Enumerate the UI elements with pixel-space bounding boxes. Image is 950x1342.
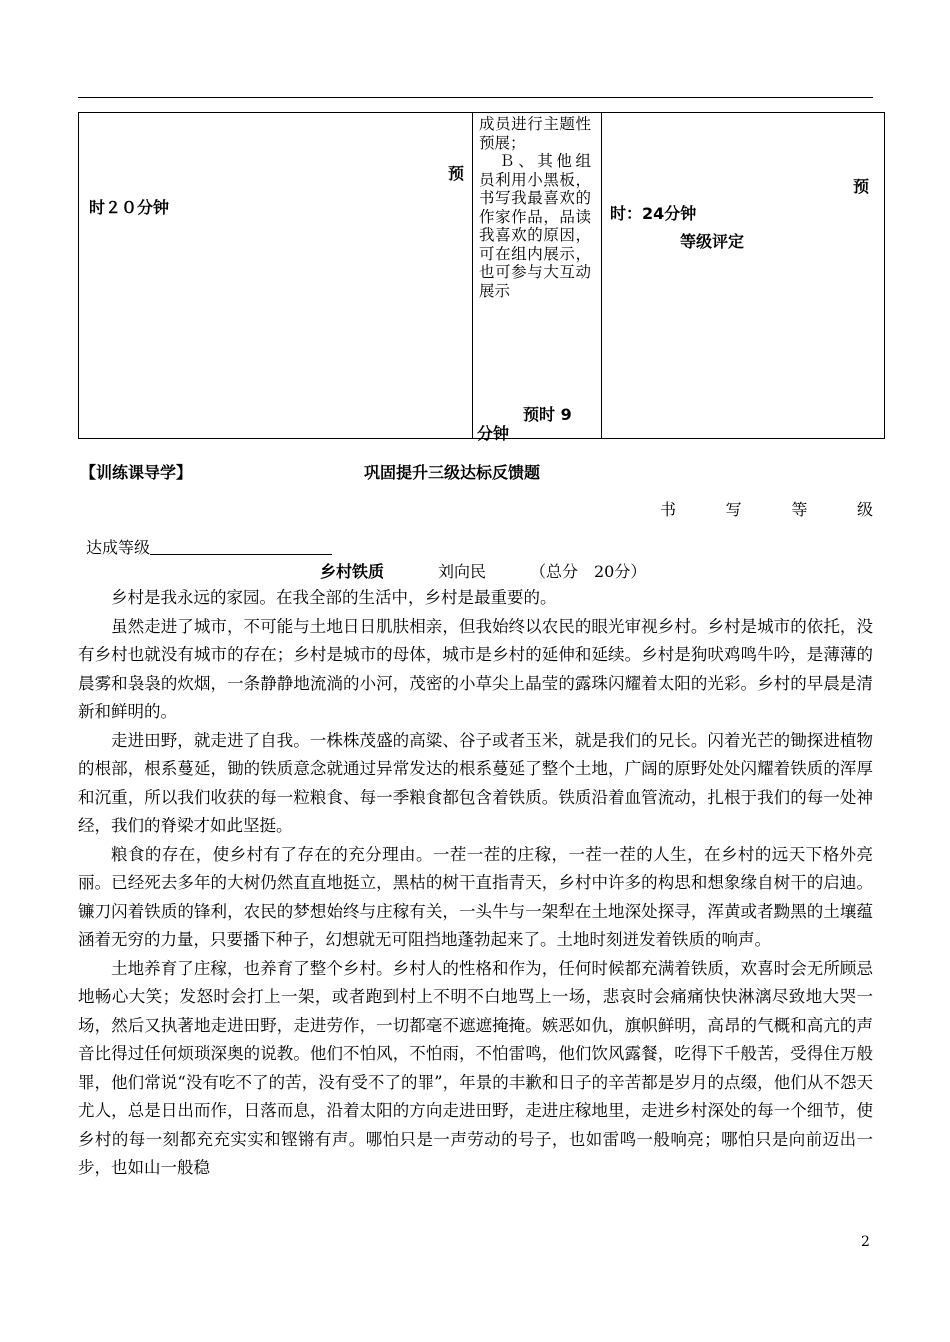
cell-preview-char: 预: [448, 164, 465, 183]
eval-preview-char: 预: [853, 177, 870, 196]
activity-line: Ｂ、其他组员利用小黑板，书写我最喜欢的作家作品，品读我喜欢的原因，可在组内展示，也可参与大互动展示: [479, 152, 591, 300]
article-paragraph: 走进田野，就走进了自我。一株株茂盛的高粱、谷子或者玉米，就是我们的兄长。闪着光芒的锄探进植物的根部，根系蔓延，锄的铁质意念就通过异常发达的根系蔓延了整个土地，广阔的原野处处闪耀着铁质的浑厚和沉重，所以我们收获的每一粒粮食、每一季粮食都包含着铁质。铁质沿着血管流动，扎根于我们的每一处神经，我们的脊梁才如此坚挺。: [78, 730, 873, 835]
section-title: 巩固提升三级达标反馈题: [364, 463, 541, 482]
article-paragraph: 乡村是我永远的家园。在我全部的生活中，乡村是最重要的。: [111, 588, 557, 607]
article-paragraph: 虽然走进了城市，不可能与土地日日肌肤相亲，但我始终以农民的眼光审视乡村。乡村是城市的依托，没有乡村也就没有城市的存在；乡村是城市的母体，城市是乡村的延伸和延续。乡村是狗吠鸡鸣牛吟，是薄薄的晨雾和袅袅的炊烟，一条静静地流淌的小河，茂密的小草尖上晶莹的露珠闪耀着太阳的光彩。乡村的早晨是清新和鲜明的。: [78, 616, 873, 721]
article-score: （总分 20分）: [530, 562, 647, 581]
cell-time-text: 时２０分钟: [89, 198, 170, 217]
writing-grade-row: [660, 497, 873, 520]
activity-text: [479, 115, 591, 300]
grade-char: 书: [660, 500, 677, 519]
article-author: 刘向民: [438, 562, 487, 581]
article-title: 乡村铁质: [320, 562, 385, 581]
article-paragraph: 土地养育了庄稼，也养育了整个乡村。乡村人的性格和作为，任何时候都充满着铁质，欢喜时会无所顾忌地畅心大笑；发怒时会打上一架，或者跑到村上不明不白地骂上一场，悲哀时会痛痛快快淋漓尽致地大哭一场，然后又执著地走进田野，走进劳作，一切都毫不遮遮掩掩。嫉恶如仇，旗帜鲜明，高昂的气概和高亢的声音比得过任何烦琐深奥的说教。他们不怕风，不怕雨，不怕雷鸣，他们饮风露餐，吃得下千般苦，受得住万般罪，他们常说“没有吃不了的苦，没有受不了的罪”，年景的丰歉和日子的辛苦都是岁月的点缀，他们从不怨天尤人，总是日出而作，日落而息，沿着太阳的方向走进田野，走进庄稼地里，走进乡村深处的每一个细节，使乡村的每一刻都充充实实和铿锵有声。哪怕只是一声劳动的号子，也如雷鸣一般响亮；哪怕只是向前迈出一步，也如山一般稳: [78, 958, 873, 1177]
activity-line: 成员进行主题性预展；: [479, 115, 591, 152]
eval-grade-label: 等级评定: [680, 232, 745, 251]
page-number: 2: [861, 1234, 870, 1250]
reach-grade-line: [86, 535, 332, 558]
reach-grade-label: 达成等级: [86, 538, 151, 557]
grade-char: 等: [791, 500, 808, 519]
activity-time-2: 分钟: [477, 424, 510, 443]
grade-char: 级: [856, 500, 873, 519]
grade-char: 写: [725, 500, 742, 519]
header-rule: [78, 97, 873, 98]
article-body: [78, 584, 873, 1183]
section-label: 【训练课导学】: [80, 463, 193, 482]
lesson-plan-table: [78, 112, 885, 443]
table-row: [79, 113, 885, 439]
table-cell-time: [79, 113, 473, 439]
table-cell-evaluation: [602, 113, 885, 439]
activity-time-1: 预时 9: [523, 405, 572, 424]
eval-time-text: 时：24分钟: [610, 204, 697, 223]
table-cell-activity: [473, 113, 602, 443]
reach-grade-blank[interactable]: [150, 538, 332, 555]
article-paragraph: 粮食的存在，使乡村有了存在的充分理由。一茬一茬的庄稼，一茬一茬的人生，在乡村的远天下格外亮丽。已经死去多年的大树仍然直直地挺立，黑枯的树干直指青天，乡村中许多的构思和想象缘自树干的启迪。镰刀闪着铁质的锋利，农民的梦想始终与庄稼有关，一头牛与一架犁在土地深处探寻，浑黄或者黝黑的土壤蕴涵着无穷的力量，只要播下种子，幻想就无可阻挡地蓬勃起来了。土地时刻迸发着铁质的响声。: [78, 844, 873, 949]
